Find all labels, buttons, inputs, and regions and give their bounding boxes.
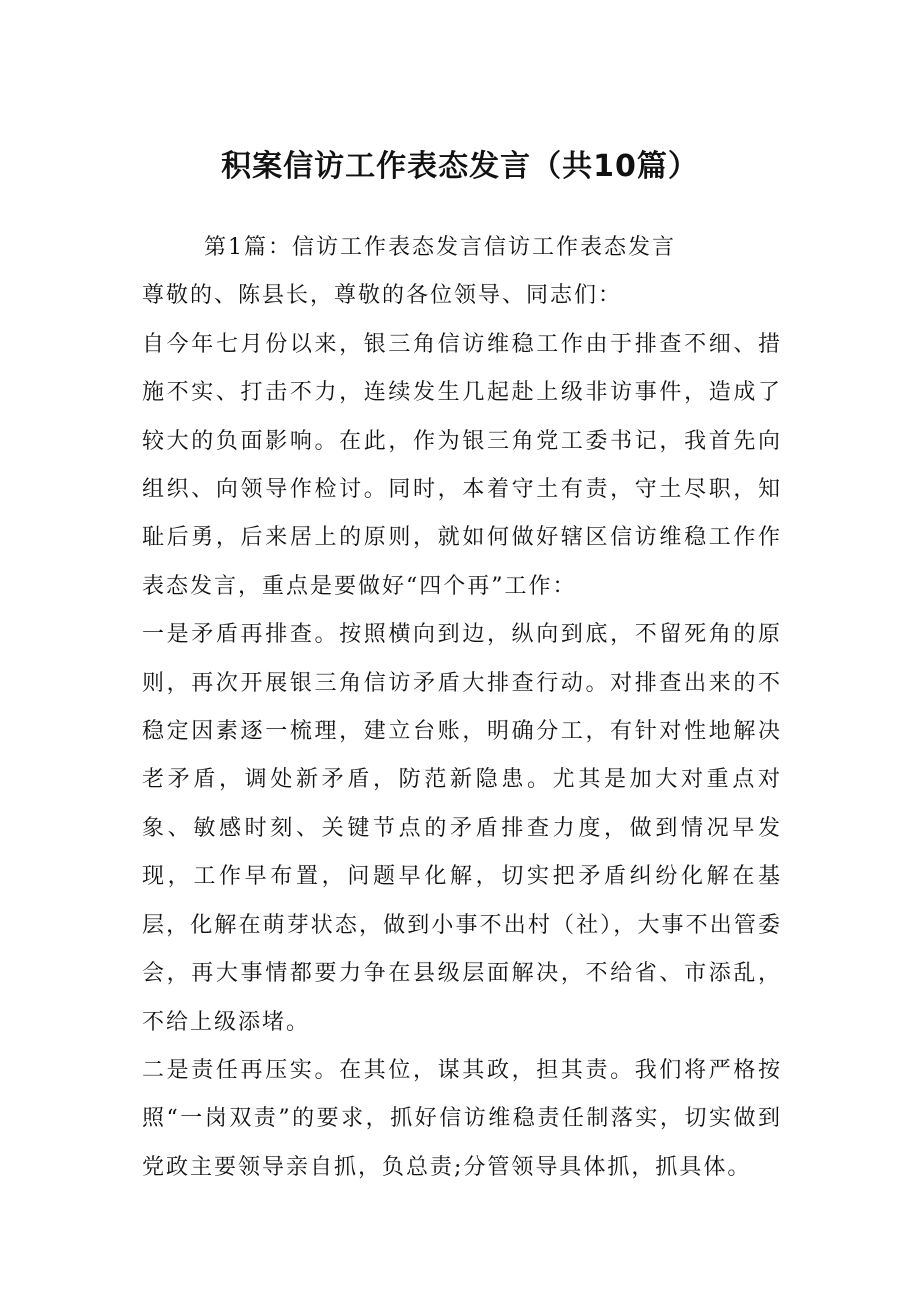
document-title: 积案信访工作表态发言（共10篇） — [221, 149, 699, 184]
section-heading: 第1篇：信访工作表态发言信访工作表态发言 — [204, 235, 676, 260]
paragraph-point-one: 一是矛盾再排查。按照横向到边，纵向到底，不留死角的原则，再次开展银三角信访矛盾大排查行动。对排查出来的不稳定因素逐一梳理，建立台账，明确分工，有针对性地解决老矛盾，调处新矛盾，防范新隐患。尤其是加大对重点对象、敏感时刻、关键节点的矛盾排查力度，做到情况早发现，工作早布置，问题早化解，切实把矛盾纠纷化解在基层，化解在萌芽状态，做到小事不出村（社），大事不出管委会，再大事情都要力争在县级层面解决，不给省、市添乱，不给上级添堵。 — [142, 622, 782, 1035]
document-body — [142, 224, 782, 1192]
paragraph-point-two: 二是责任再压实。在其位，谋其政，担其责。我们将严格按照“一岗双责”的要求，抓好信访维稳责任制落实，切实做到党政主要领导亲自抓，负总责;分管领导具体抓，抓具体。 — [142, 1057, 782, 1180]
salutation: 尊敬的、陈县长，尊敬的各位领导、同志们： — [142, 283, 623, 309]
paragraph-intro: 自今年七月份以来，银三角信访维稳工作由于排查不细、措施不实、打击不力，连续发生几起赴上级非访事件，造成了较大的负面影响。在此，作为银三角党工委书记，我首先向组织、向领导作检讨。同时，本着守土有责，守土尽职，知耻后勇，后来居上的原则，就如何做好辖区信访维稳工作作表态发言，重点是要做好“四个再”工作： — [142, 331, 782, 599]
